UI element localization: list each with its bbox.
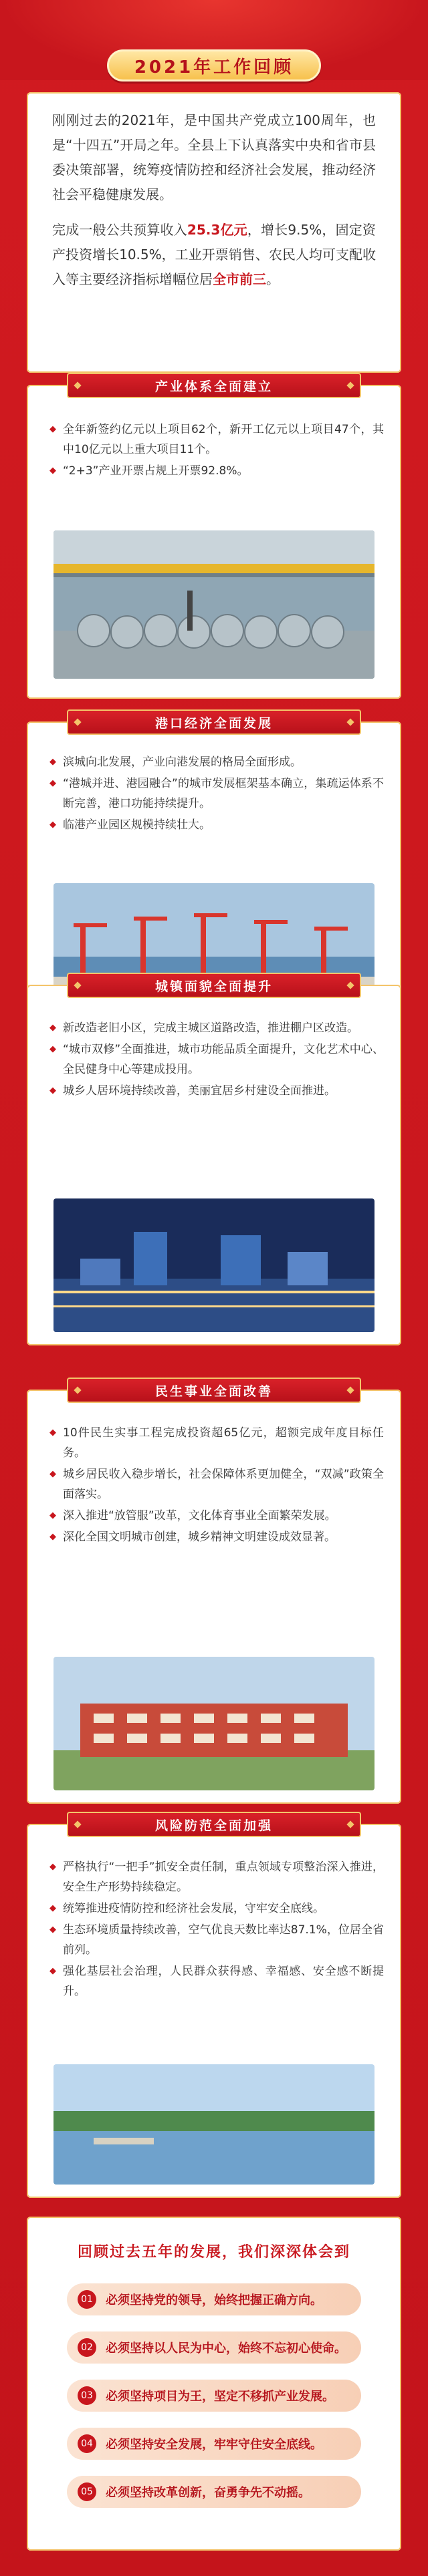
summary-item	[67, 2380, 361, 2412]
bullet-item: ◆ “2+3”产业开票占规上开票92.8%。	[49, 461, 384, 481]
summary-number: 04	[78, 2434, 96, 2453]
bullet-item: ◆ “港城并进、港园融合”的城市发展框架基本确立，集疏运体系不断完善，港口功能持续提升。	[49, 774, 384, 814]
summary-text: 必须坚持以人民为中心，始终不忘初心使命。	[106, 2342, 346, 2356]
intro-paragraph-1: 刚刚过去的2021年，是中国共产党成立100周年，也是“十四五”开局之年。全县上下认真落实中央和省市县委决策部署，统筹疫情防控和经济社会发展，推动经济社会平稳健康发展。	[52, 112, 376, 202]
summary-text: 必须坚持党的领导，始终把握正确方向。	[106, 2293, 322, 2307]
school-photo	[54, 1657, 374, 1790]
city-night-photo	[54, 1198, 374, 1332]
intro-card	[27, 92, 401, 373]
bullet-item: ◆ 新改造老旧小区，完成主城区道路改造，推进棚户区改造。	[49, 1018, 384, 1038]
summary-title: 回顾过去五年的发展，我们深深体会到	[77, 2244, 350, 2261]
bullet-item: ◆ 城乡居民收入稳步增长，社会保障体系更加健全，“双减”政策全面落实。	[49, 1464, 384, 1504]
bullet-item: ◆ 严格执行“一把手”抓安全责任制，重点领域专项整治深入推进，安全生产形势持续稳定。	[49, 1857, 384, 1897]
section-bullets	[49, 1857, 384, 2003]
bullet-item: ◆ 临港产业园区规模持续壮大。	[49, 815, 384, 835]
section-livelihood	[27, 1384, 401, 1804]
bullet-item: ◆ 深入推进“放管服”改革，文化体育事业全面繁荣发展。	[49, 1506, 384, 1526]
section-industry	[27, 379, 401, 699]
section-title: 民生事业全面改善	[67, 1378, 361, 1403]
section-title: 产业体系全面建立	[67, 373, 361, 398]
summary-number: 02	[78, 2338, 96, 2357]
bullet-item: ◆ 滨城向北发展，产业向港发展的格局全面形成。	[49, 752, 384, 772]
section-bullets	[49, 752, 384, 836]
bullet-item: ◆ 10件民生实事工程完成投资超65亿元，超额完成年度目标任务。	[49, 1423, 384, 1463]
summary-item	[67, 2476, 361, 2508]
bullet-item: ◆ 全年新签约亿元以上项目62个，新开工亿元以上项目47个，其中10亿元以上重大项目11个。	[49, 420, 384, 460]
bullet-item: ◆ “城市双修”全面推进，城市功能品质全面提升，文化艺术中心、全民健身中心等建成投用。	[49, 1039, 384, 1080]
section-bullets	[49, 420, 384, 482]
bullet-item: ◆ 强化基层社会治理，人民群众获得感、幸福感、安全感不断提升。	[49, 1961, 384, 2001]
summary-card	[27, 2217, 401, 2551]
bullet-item: ◆ 深化全国文明城市创建，城乡精神文明建设成效显著。	[49, 1527, 384, 1547]
section-title: 港口经济全面发展	[67, 709, 361, 735]
bullet-item: ◆ 城乡人居环境持续改善，美丽宜居乡村建设全面推进。	[49, 1081, 384, 1101]
summary-item	[67, 2331, 361, 2364]
section-title: 风险防范全面加强	[67, 1812, 361, 1837]
summary-item	[67, 2428, 361, 2460]
summary-list	[67, 2283, 361, 2524]
summary-number: 01	[78, 2290, 96, 2309]
intro-paragraph-2: 完成一般公共预算收入25.3亿元，增长9.5%，固定资产投资增长10.5%，工业开票销售、农民人均可支配收入等主要经济指标增幅位居全市前三。	[52, 222, 376, 287]
summary-item	[67, 2283, 361, 2315]
bullet-item: ◆ 统筹推进疫情防控和经济社会发展，守牢安全底线。	[49, 1899, 384, 1919]
section-bullets	[49, 1018, 384, 1102]
summary-number: 05	[78, 2482, 96, 2501]
summary-text: 必须坚持安全发展，牢牢守住安全底线。	[106, 2438, 322, 2452]
summary-text: 必须坚持项目为王，坚定不移抓产业发展。	[106, 2390, 334, 2404]
lake-photo	[54, 2064, 374, 2185]
section-risk	[27, 1818, 401, 2198]
bullet-item: ◆ 生态环境质量持续改善，空气优良天数比率达87.1%，位居全省前列。	[49, 1920, 384, 1960]
summary-number: 03	[78, 2386, 96, 2405]
page-title: 2021年工作回顾	[107, 49, 321, 82]
rank-highlight: 全市前三	[213, 271, 266, 287]
section-title: 城镇面貌全面提升	[67, 973, 361, 998]
summary-text: 必须坚持改革创新，奋勇争先不动摇。	[106, 2486, 310, 2500]
revenue-highlight: 25.3亿元	[187, 222, 247, 238]
section-city	[27, 979, 401, 1345]
factory-photo	[54, 530, 374, 679]
section-bullets	[49, 1423, 384, 1549]
